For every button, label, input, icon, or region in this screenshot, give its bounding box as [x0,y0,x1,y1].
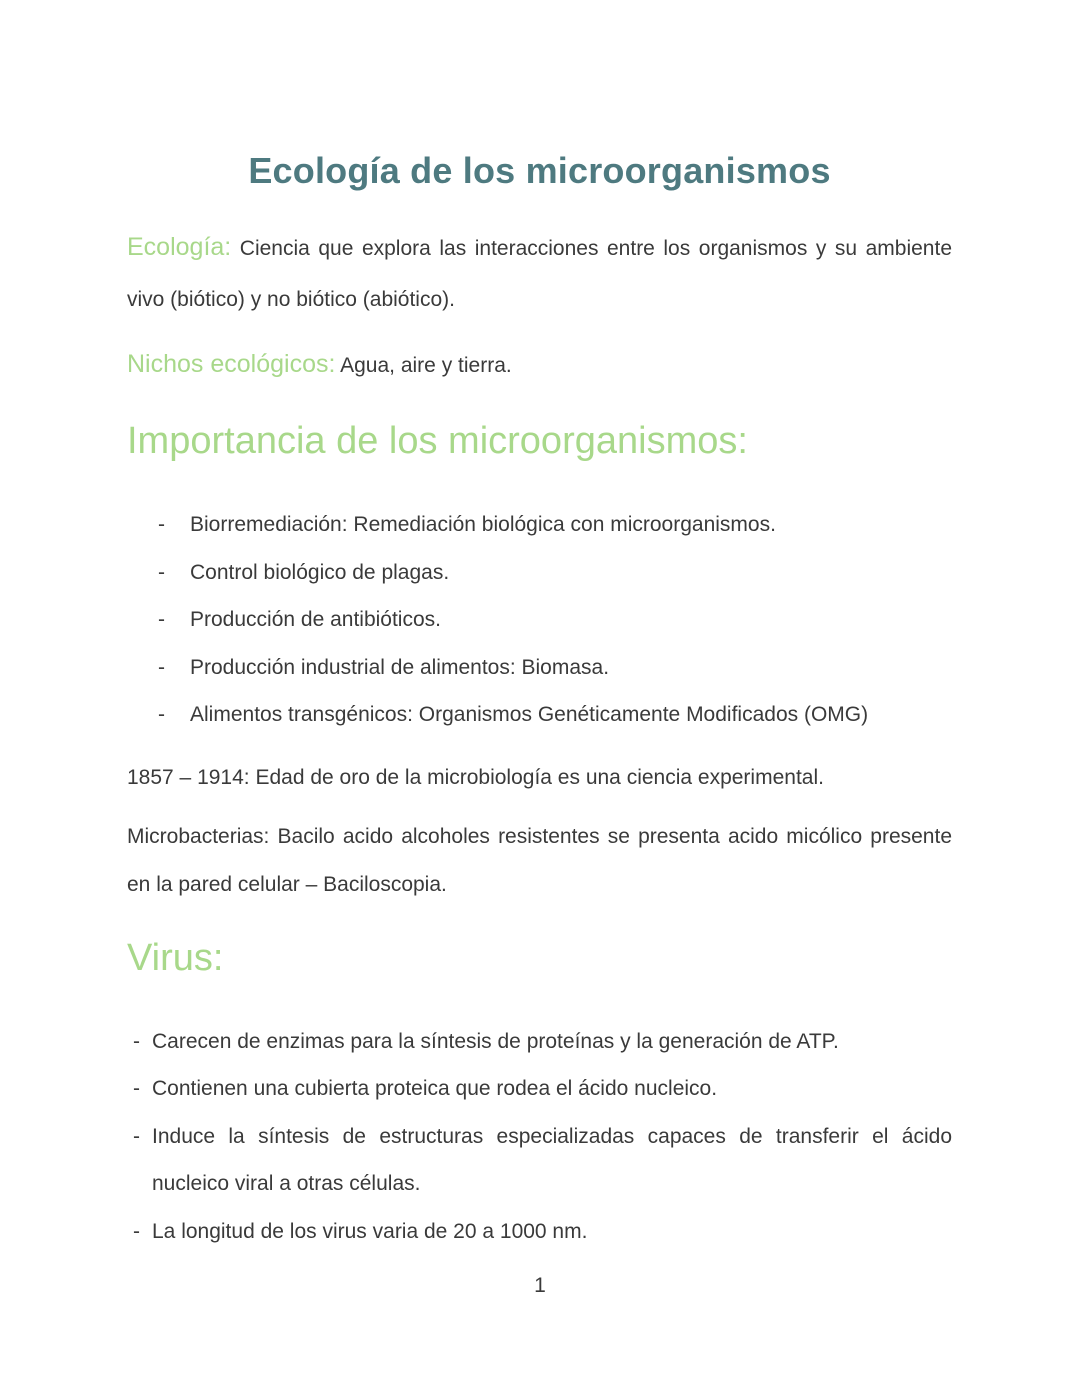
bullet-dash: - [158,608,165,632]
page-title: Ecología de los microorganismos [248,150,831,191]
ecologia-definition [127,222,952,325]
importancia-list [127,501,952,739]
list-item: - Producción de antibióticos. [127,596,952,644]
virus-list [127,1018,952,1255]
list-item: - Carecen de enzimas para la síntesis de proteínas y la generación de ATP. [127,1018,952,1065]
page-number: 1 [534,1274,546,1297]
list-item: - Induce la síntesis de estructuras especializadas capaces de transferir el ácido nucleico viral a otras células. [127,1113,952,1208]
list-item: - Alimentos transgénicos: Organismos Genéticamente Modificados (OMG) [127,691,952,739]
bullet-dash: - [133,1077,140,1101]
bullet-dash: - [158,513,165,536]
ecologia-label: Ecología: [127,233,232,261]
bullet-dash: - [158,655,165,679]
list-item: - Biorremediación: Remediación biológica con microorganismos. [127,501,952,549]
nichos-text: Agua, aire y tierra. [340,354,512,377]
list-item: - La longitud de los virus varia de 20 a 1000 nm. [127,1208,952,1255]
bullet-dash: - [133,1124,140,1148]
nichos-label: Nichos ecológicos: [127,350,336,378]
bullet-dash: - [133,1030,140,1053]
nichos-definition [127,339,952,391]
list-item: - Producción industrial de alimentos: Biomasa. [127,644,952,692]
bullet-dash: - [158,703,165,727]
edad-de-oro-text: 1857 – 1914: Edad de oro de la microbiología es una ciencia experimental. [127,766,824,789]
list-item: - Contienen una cubierta proteica que rodea el ácido nucleico. [127,1065,952,1112]
virus-heading: Virus: [127,937,224,979]
importancia-heading: Importancia de los microorganismos: [127,420,748,462]
bullet-dash: - [158,560,165,584]
bullet-dash: - [133,1219,140,1243]
ecologia-text: Ciencia que explora las interacciones entre los organismos y su ambiente vivo (biótico) y no biótico (abiótico). [127,237,952,311]
list-item: - Control biológico de plagas. [127,549,952,597]
microbacterias-text: Microbacterias: Bacilo acido alcoholes resistentes se presenta acido micólico presente en la pared celular – Baciloscopia. [127,825,952,896]
